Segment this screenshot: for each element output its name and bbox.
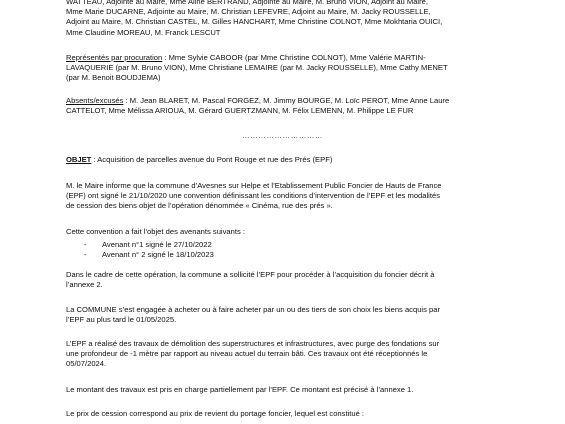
list-item bbox=[66, 240, 499, 250]
text-line: Mme Claudine MOREAU, M. Franck LESCUT bbox=[66, 27, 221, 37]
text-line: de cession des biens objet de l’opération dénommée « Cinéma, rue des prés ». bbox=[66, 201, 333, 211]
list-item-text: Avenant n°1 signé le 27/10/2022 bbox=[102, 240, 212, 249]
proxy-label: Représentés par procuration bbox=[66, 53, 163, 62]
text-line: l’EPF au plus tard le 01/05/2025. bbox=[66, 315, 177, 325]
text-line: CATTELOT, Mme Mélissa ARIOUA, M. Gérard GUERTZMANN, M. Félix LEMENN, M. Philippe LE FUR bbox=[66, 106, 414, 116]
text-line: Mme Marie DUCARNE, Adjointe au Maire, M. Christian LEFEVRE, Adjoint au Maire, M. Jacky ROUSSELLE, bbox=[66, 7, 431, 17]
object-line bbox=[66, 155, 499, 165]
text-line: Adjoint au Maire, M. Christian CASTEL, M. Gilles HANCHART, Mme Christine COLNOT, Mme Mokhtaria OUICI, bbox=[66, 17, 443, 27]
text-line: L’EPF a réalisé des travaux de démolition des superstructures et infrastructures, avec purge des fondations sur bbox=[66, 339, 440, 348]
text-line bbox=[66, 53, 499, 63]
text-line: (EPF) ont signé le 21/10/2020 une convention définissant les conditions d’intervention de l’EPF et les modalités bbox=[66, 191, 441, 201]
text-line: LAVAQUERIE (par M. Bruno VION), Mme Christiane LEMAIRE (par M. Jacky ROUSSELLE), Mme Cathy MENET bbox=[66, 63, 448, 73]
absent-label: Absents/excusés bbox=[66, 96, 124, 105]
text-line: WATTEAU, Adjointe au Maire, Mme Aline BERTRAND, Adjointe au Maire, M. Bruno VION, Adjoint au Maire, bbox=[66, 0, 428, 6]
paragraph-5 bbox=[66, 339, 499, 370]
separator: ………………………… bbox=[242, 131, 323, 140]
paragraph-2: Cette convention a fait l’objet des avenants suivants : bbox=[66, 227, 245, 236]
paragraph-6: Le montant des travaux est pris en charge partiellement par l’EPF. Ce montant est précisé à l’annexe 1. bbox=[66, 385, 414, 394]
text-line bbox=[66, 96, 499, 106]
amendment-list bbox=[66, 240, 499, 260]
object-label: OBJET bbox=[66, 155, 92, 164]
list-item-text: Avenant n° 2 signé le 18/10/2023 bbox=[102, 250, 214, 260]
text-line: 05/07/2024. bbox=[66, 359, 107, 369]
proxy-section bbox=[66, 53, 499, 84]
paragraph-1 bbox=[66, 181, 499, 212]
dash-marker: - bbox=[84, 240, 87, 249]
text-line: La COMMUNE s’est engagée à acheter ou à faire acheter par un ou des tiers de son choix les biens acquis par bbox=[66, 305, 440, 314]
dash-marker: - bbox=[84, 250, 87, 260]
attendees-continued bbox=[66, 0, 499, 38]
text-line: (par M. Benoit BOUDJEMA) bbox=[66, 73, 161, 83]
text-line: l’annexe 2. bbox=[66, 280, 103, 290]
text-line: Dans le cadre de cette opération, la commune a sollicité l’EPF pour procéder à l’acquisition du foncier décrit à bbox=[66, 270, 435, 279]
paragraph-3 bbox=[66, 270, 499, 290]
text-line: M. le Maire informe que la commune d’Avesnes sur Helpe et l’Etablissement Public Foncier de Hauts de France bbox=[66, 181, 442, 190]
absent-section bbox=[66, 96, 499, 116]
proxy-text: : Mme Sylvie CABOOR (par Mme Christine COLNOT), Mme Valérie MARTIN- bbox=[162, 53, 426, 62]
text-line: une profondeur de -1 mètre par rapport au niveau actuel du terrain bâti. Ces travaux ont été réceptionnés le bbox=[66, 349, 428, 359]
paragraph-4 bbox=[66, 305, 499, 325]
list-item bbox=[66, 250, 499, 260]
object-text: : Acquisition de parcelles avenue du Pont Rouge et rue des Prés (EPF) bbox=[91, 155, 333, 164]
paragraph-7: Le prix de cession correspond au prix de revient du portage foncier, lequel est constitué : bbox=[66, 409, 365, 418]
absent-text: : M. Jean BLARET, M. Pascal FORGEZ, M. Jimmy BOURGE, M. Loïc PEROT, Mme Anne Laure bbox=[123, 96, 450, 105]
